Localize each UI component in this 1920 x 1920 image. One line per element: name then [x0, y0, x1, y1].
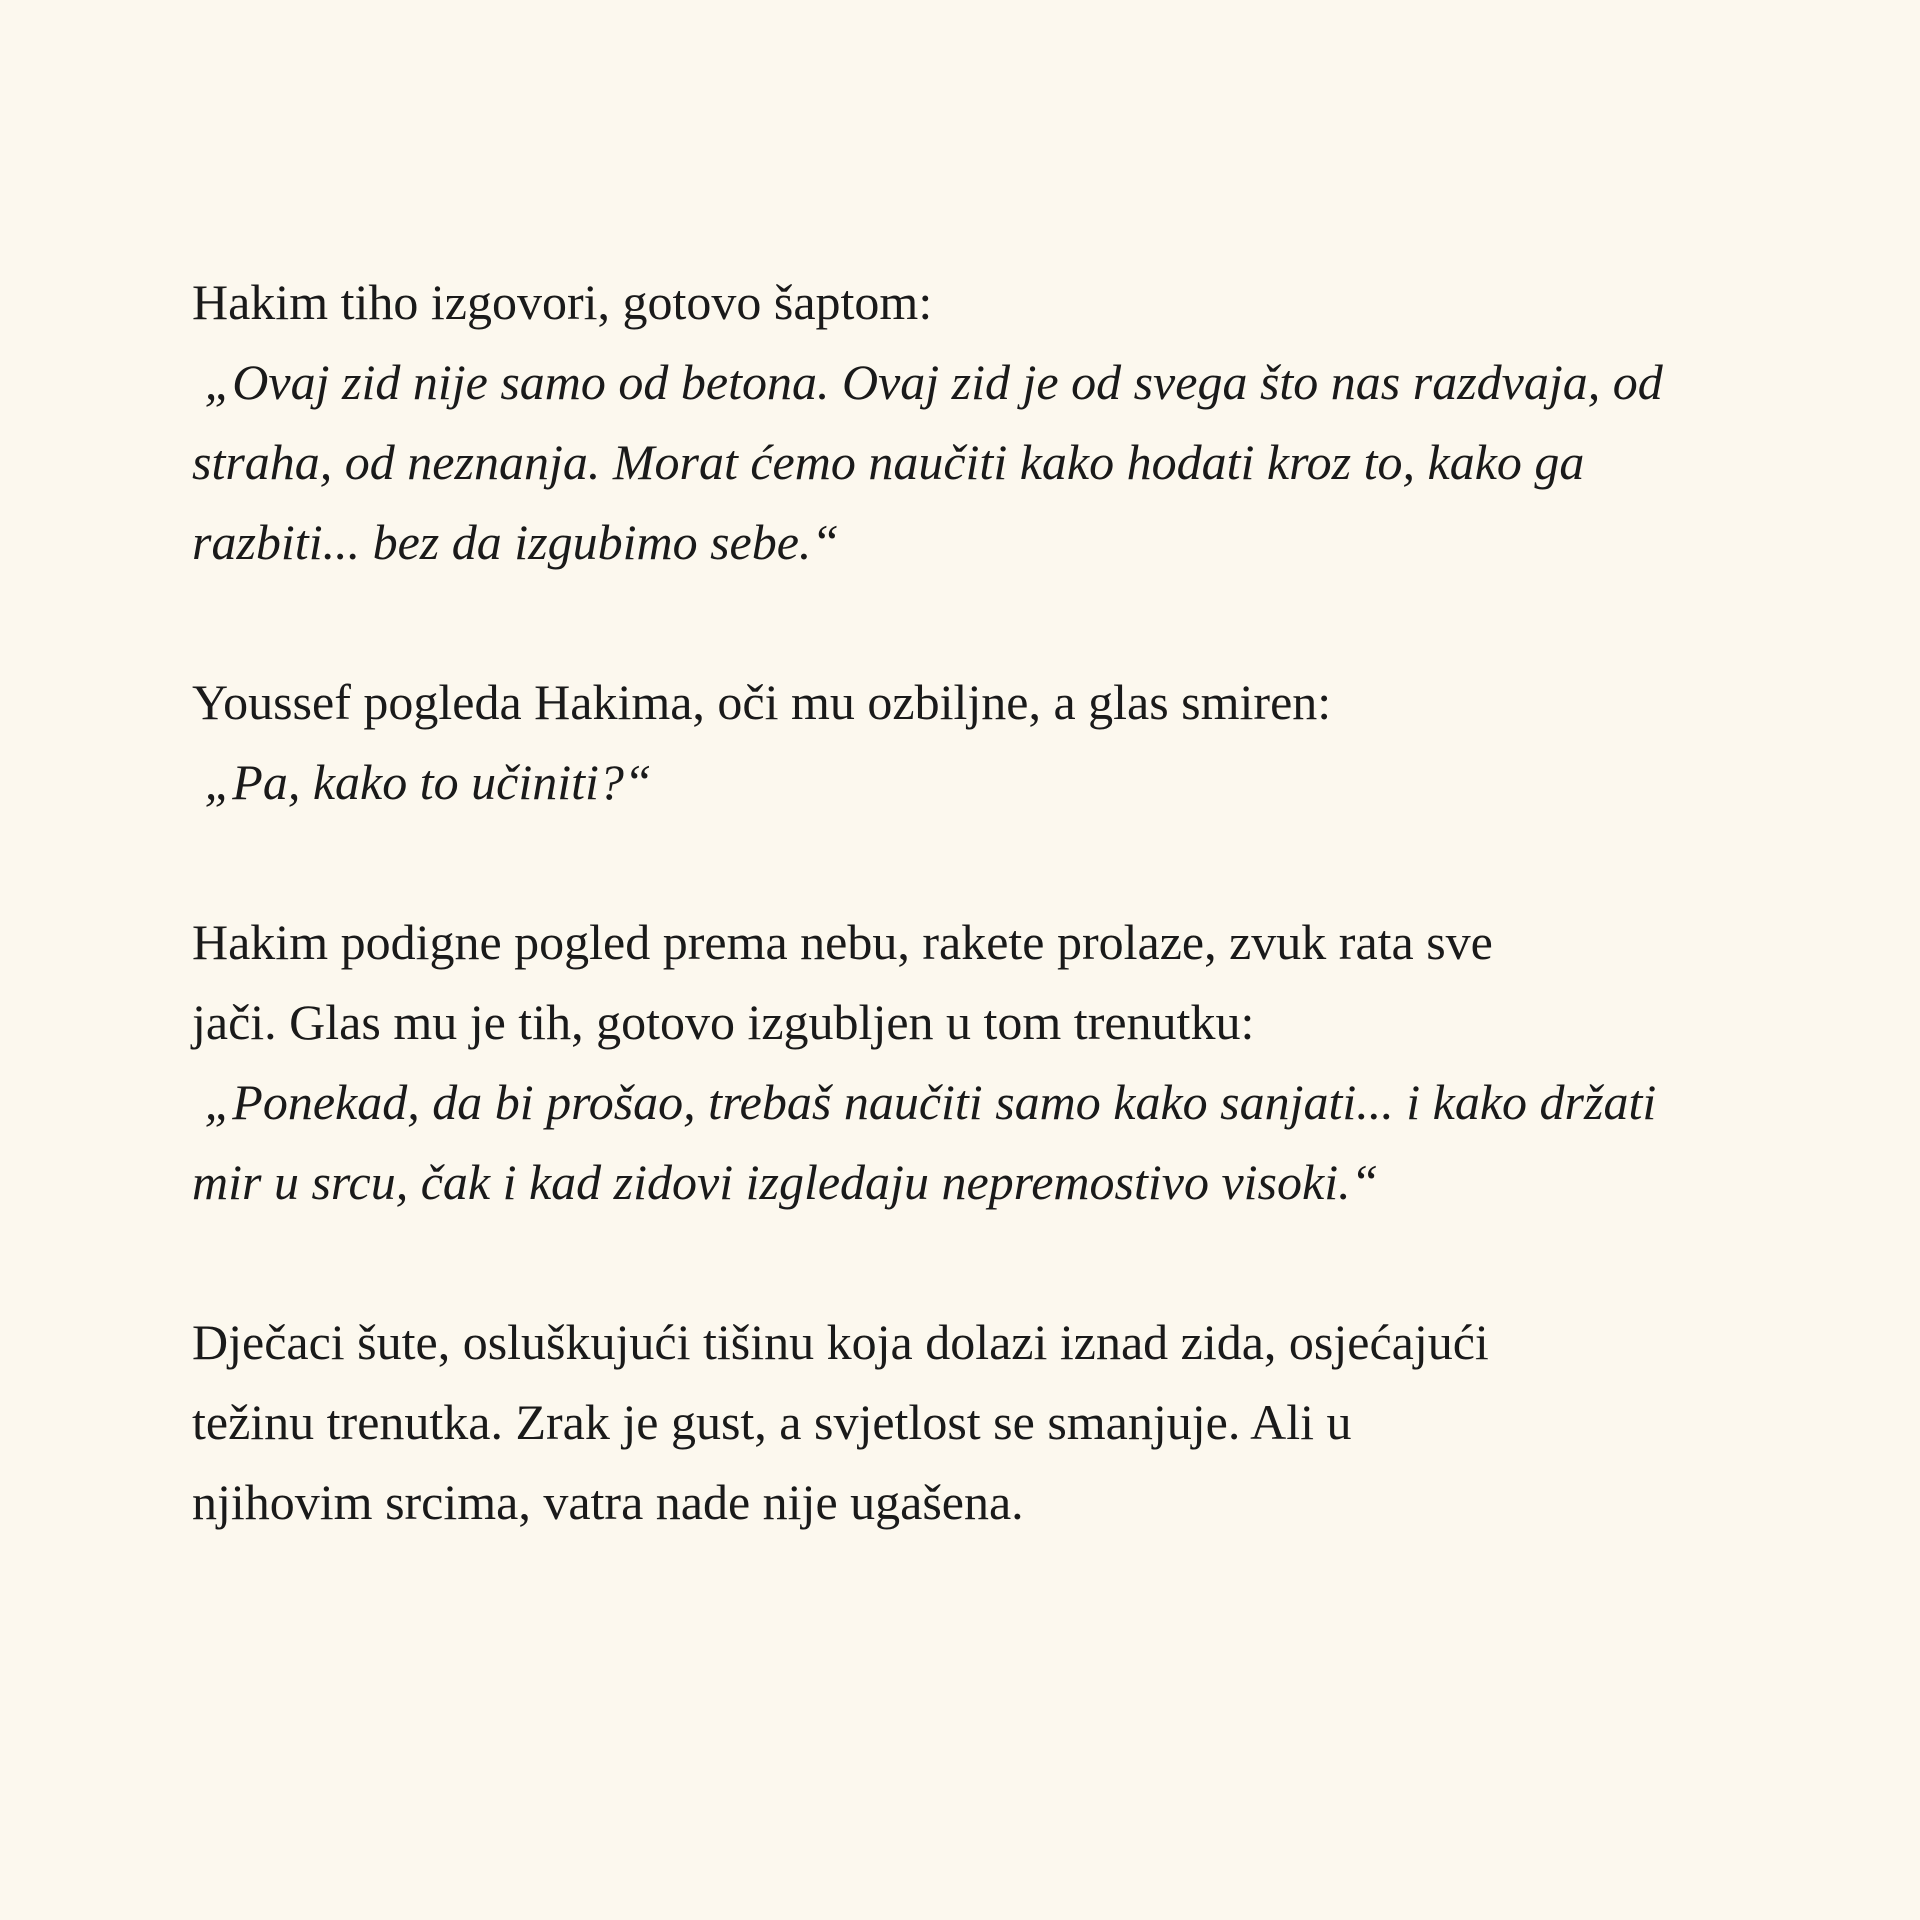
narration-paragraph	[192, 902, 1712, 1062]
narration-paragraph	[192, 262, 1712, 342]
text-line: straha, od neznanja. Morat ćemo naučiti kako hodati kroz to, kako ga	[192, 434, 1585, 490]
text-line: „Ovaj zid nije samo od betona. Ovaj zid je od svega što nas razdvaja, od	[192, 354, 1663, 410]
paragraph-spacer	[192, 1222, 1712, 1302]
text-line: Youssef pogleda Hakima, oči mu ozbiljne, a glas smiren:	[192, 674, 1332, 730]
text-line: razbiti... bez da izgubimo sebe.“	[192, 514, 840, 570]
paragraph-spacer	[192, 582, 1712, 662]
text-line: „Ponekad, da bi prošao, trebaš naučiti samo kako sanjati... i kako držati	[192, 1074, 1657, 1130]
dialogue-paragraph	[192, 1062, 1712, 1222]
text-line: Hakim podigne pogled prema nebu, rakete prolaze, zvuk rata sve	[192, 914, 1493, 970]
paragraph-spacer	[192, 822, 1712, 902]
dialogue-paragraph	[192, 742, 1712, 822]
narration-paragraph	[192, 662, 1712, 742]
text-line: težinu trenutka. Zrak je gust, a svjetlost se smanjuje. Ali u	[192, 1394, 1352, 1450]
text-line: „Pa, kako to učiniti?“	[192, 754, 652, 810]
dialogue-paragraph	[192, 342, 1712, 582]
text-line: Dječaci šute, osluškujući tišinu koja dolazi iznad zida, osjećajući	[192, 1314, 1489, 1370]
text-line: jači. Glas mu je tih, gotovo izgubljen u tom trenutku:	[192, 994, 1255, 1050]
text-line: njihovim srcima, vatra nade nije ugašena.	[192, 1474, 1024, 1530]
text-line: Hakim tiho izgovori, gotovo šaptom:	[192, 274, 933, 330]
narration-paragraph	[192, 1302, 1712, 1542]
text-line: mir u srcu, čak i kad zidovi izgledaju nepremostivo visoki.“	[192, 1154, 1379, 1210]
story-page	[192, 262, 1712, 1542]
